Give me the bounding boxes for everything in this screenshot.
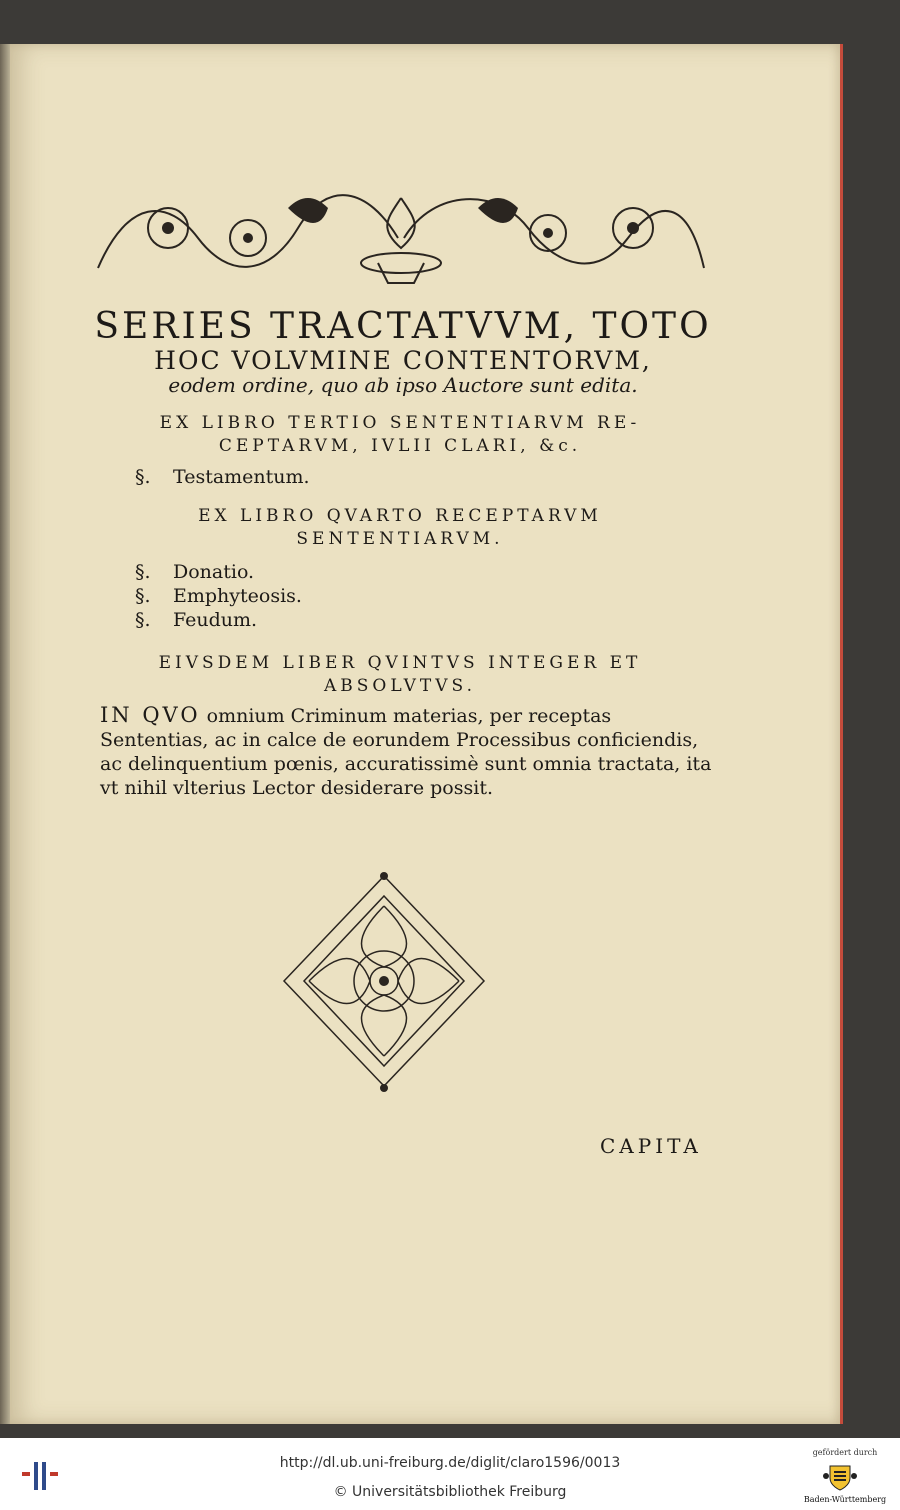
body-paragraph	[100, 703, 720, 800]
section-heading-1: EX LIBRO TERTIO SENTENTIARVM RE- CEPTARVM, IVLII CLARI, &c.	[159, 413, 641, 456]
coat-of-arms-icon	[822, 1462, 858, 1492]
section-mark: §.	[135, 585, 151, 607]
list-item	[135, 466, 310, 488]
list-item-label: Emphyteosis.	[173, 585, 302, 607]
title-line-2: HOC VOLVMINE CONTENTORVM,	[154, 346, 652, 375]
list-item	[135, 585, 302, 607]
list-item	[135, 561, 254, 583]
section-mark: §.	[135, 466, 151, 488]
list-item-label: Donatio.	[173, 561, 255, 583]
catchword: CAPITA	[600, 1134, 702, 1158]
list-item-label: Feudum.	[173, 609, 258, 631]
title-line-1: SERIES TRACTATVVM, TOTO	[94, 306, 712, 347]
permalink-url[interactable]: http://dl.ub.uni-freiburg.de/diglit/claro1596/0013	[279, 1455, 621, 1471]
section-heading-2: EX LIBRO QVARTO RECEPTARVM SENTENTIARVM.	[198, 506, 602, 549]
paragraph-lead: IN QVO	[100, 703, 201, 727]
title-line-3: eodem ordine, quo ab ipso Auctore sunt edita.	[168, 373, 638, 397]
copyright-notice: © Universitätsbibliothek Freiburg	[333, 1484, 567, 1500]
section-heading-3: EIVSDEM LIBER QVINTVS INTEGER ET ABSOLVTVS.	[158, 653, 642, 696]
decorative-headpiece	[88, 178, 714, 290]
list-item-label: Testamentum.	[173, 466, 310, 488]
paragraph-text: omnium Criminum materias, per receptas Sententias, ac in calce de eorundem Processibus conficiendis, ac delinquentium pœnis, accuratissimè sunt omnia tractata, ita vt nihil vlterius Lector desiderare possit.	[100, 705, 712, 799]
section-mark: §.	[135, 561, 151, 583]
sponsor-label: gefördert durch	[812, 1448, 878, 1457]
sponsor-name: Baden-Württemberg	[803, 1495, 887, 1504]
list-item	[135, 609, 257, 631]
decorative-ornament	[274, 866, 494, 1096]
section-mark: §.	[135, 609, 151, 631]
